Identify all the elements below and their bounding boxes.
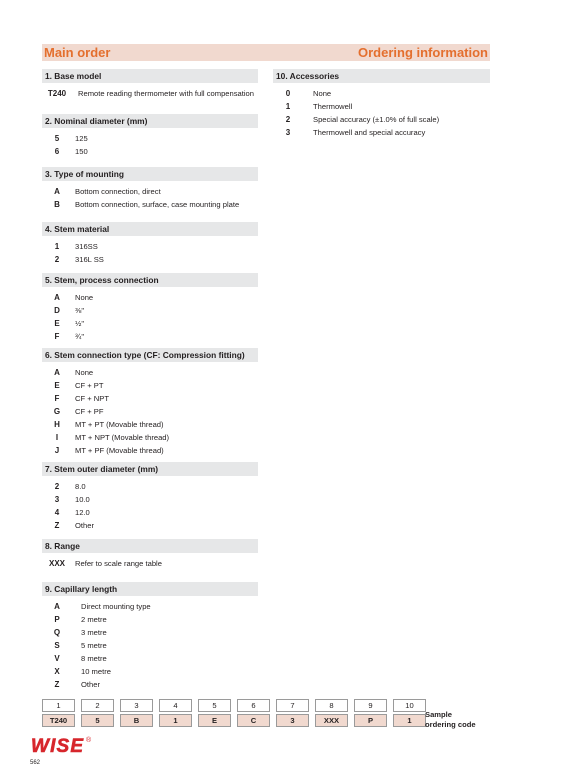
option-description: Remote reading thermometer with full compensation bbox=[78, 89, 255, 98]
option-code: 1 bbox=[285, 102, 291, 111]
option-row bbox=[42, 379, 258, 392]
sample-label-line1: Sample bbox=[425, 710, 453, 719]
section-title: 8. Range bbox=[42, 539, 258, 553]
wise-logo bbox=[30, 734, 100, 763]
option-row bbox=[42, 519, 258, 532]
option-description: 125 bbox=[75, 134, 88, 143]
option-code: 3 bbox=[285, 128, 291, 137]
value-cell: 1 bbox=[393, 714, 426, 727]
option-description: MT + PT (Movable thread) bbox=[75, 420, 164, 429]
option-row bbox=[42, 240, 258, 253]
ordering-information-title: Ordering information bbox=[358, 45, 488, 60]
position-cell: 6 bbox=[237, 699, 270, 712]
section-title: 1. Base model bbox=[42, 69, 258, 83]
option-list bbox=[42, 557, 258, 570]
option-description: 316L SS bbox=[75, 255, 104, 264]
option-description: 150 bbox=[75, 147, 88, 156]
section-range bbox=[42, 539, 258, 570]
option-code: A bbox=[54, 187, 60, 196]
section-title: 3. Type of mounting bbox=[42, 167, 258, 181]
option-row bbox=[42, 330, 258, 343]
value-cell: T240 bbox=[42, 714, 75, 727]
sample-label-line2: ordering code bbox=[425, 720, 476, 729]
option-row bbox=[42, 317, 258, 330]
section-base-model bbox=[42, 69, 258, 100]
option-description: 2 metre bbox=[81, 615, 107, 624]
option-code: A bbox=[54, 368, 60, 377]
option-row bbox=[273, 126, 490, 139]
option-code: Z bbox=[54, 680, 60, 689]
page-number: 562 bbox=[30, 760, 41, 766]
option-code: S bbox=[54, 641, 60, 650]
option-row bbox=[42, 665, 258, 678]
section-connection-type bbox=[42, 348, 258, 457]
option-description: 8.0 bbox=[75, 482, 86, 491]
position-cell: 3 bbox=[120, 699, 153, 712]
option-row bbox=[42, 431, 258, 444]
option-description: MT + NPT (Movable thread) bbox=[75, 433, 170, 442]
option-row bbox=[42, 493, 258, 506]
option-description: Other bbox=[75, 521, 94, 530]
option-code: 5 bbox=[54, 134, 60, 143]
option-code: Z bbox=[54, 521, 60, 530]
option-description: 10 metre bbox=[81, 667, 111, 676]
option-row bbox=[42, 392, 258, 405]
section-title: 4. Stem material bbox=[42, 222, 258, 236]
option-code: Q bbox=[53, 628, 61, 637]
option-code: 2 bbox=[54, 482, 60, 491]
option-code: B bbox=[54, 200, 60, 209]
option-list bbox=[42, 132, 258, 158]
option-row bbox=[273, 100, 490, 113]
option-description: 5 metre bbox=[81, 641, 107, 650]
section-capillary-length bbox=[42, 582, 258, 691]
option-code: F bbox=[54, 394, 60, 403]
position-cell: 10 bbox=[393, 699, 426, 712]
option-row bbox=[42, 405, 258, 418]
section-title: 7. Stem outer diameter (mm) bbox=[42, 462, 258, 476]
option-row bbox=[42, 198, 258, 211]
option-row bbox=[42, 132, 258, 145]
option-row bbox=[42, 366, 258, 379]
logo-registered-mark: ® bbox=[86, 737, 92, 744]
section-process-connection bbox=[42, 273, 258, 343]
option-row bbox=[42, 600, 258, 613]
option-list bbox=[42, 240, 258, 266]
option-row bbox=[42, 418, 258, 431]
option-code: 3 bbox=[54, 495, 60, 504]
value-row bbox=[42, 714, 432, 727]
value-cell: C bbox=[237, 714, 270, 727]
option-row bbox=[42, 480, 258, 493]
option-row bbox=[42, 557, 258, 570]
option-code: 4 bbox=[54, 508, 60, 517]
option-description: 3 metre bbox=[81, 628, 107, 637]
option-code: T240 bbox=[47, 89, 67, 98]
option-list bbox=[273, 87, 490, 139]
value-cell: B bbox=[120, 714, 153, 727]
position-cell: 8 bbox=[315, 699, 348, 712]
option-list bbox=[42, 366, 258, 457]
option-description: ⅜" bbox=[75, 306, 85, 315]
position-cell: 7 bbox=[276, 699, 309, 712]
option-code: 0 bbox=[285, 89, 291, 98]
option-row bbox=[42, 253, 258, 266]
option-description: 10.0 bbox=[75, 495, 90, 504]
value-cell: E bbox=[198, 714, 231, 727]
section-type-of-mounting bbox=[42, 167, 258, 211]
option-code: A bbox=[54, 293, 60, 302]
option-description: Bottom connection, direct bbox=[75, 187, 161, 196]
value-cell: 1 bbox=[159, 714, 192, 727]
option-code: H bbox=[54, 420, 60, 429]
option-code: E bbox=[54, 381, 60, 390]
option-code: X bbox=[54, 667, 60, 676]
option-description: CF + PT bbox=[75, 381, 104, 390]
value-cell: XXX bbox=[315, 714, 348, 727]
option-code: F bbox=[54, 332, 60, 341]
option-row bbox=[42, 506, 258, 519]
option-row bbox=[273, 87, 490, 100]
option-code: G bbox=[53, 407, 61, 416]
option-row bbox=[42, 639, 258, 652]
option-description: None bbox=[75, 368, 94, 377]
option-row bbox=[42, 626, 258, 639]
option-description: None bbox=[75, 293, 94, 302]
option-description: CF + PF bbox=[75, 407, 104, 416]
option-row bbox=[42, 678, 258, 691]
option-code: 1 bbox=[54, 242, 60, 251]
option-description: 316SS bbox=[75, 242, 98, 251]
option-code: P bbox=[54, 615, 60, 624]
option-row bbox=[42, 87, 258, 100]
position-row bbox=[42, 699, 432, 712]
option-code: 2 bbox=[285, 115, 291, 124]
option-description: 12.0 bbox=[75, 508, 90, 517]
section-title: 9. Capillary length bbox=[42, 582, 258, 596]
option-row bbox=[42, 613, 258, 626]
option-list bbox=[42, 291, 258, 343]
option-list bbox=[42, 185, 258, 211]
option-row bbox=[42, 291, 258, 304]
wise-logo-graphic bbox=[30, 734, 100, 758]
option-description: Special accuracy (±1.0% of full scale) bbox=[313, 115, 440, 124]
section-accessories bbox=[273, 69, 490, 139]
value-cell: P bbox=[354, 714, 387, 727]
option-description: ¾" bbox=[75, 332, 85, 341]
sample-ordering-code-table bbox=[42, 699, 432, 727]
option-code: V bbox=[54, 654, 60, 663]
main-order-title: Main order bbox=[44, 45, 111, 60]
option-row bbox=[42, 145, 258, 158]
option-list bbox=[42, 480, 258, 532]
option-description: CF + NPT bbox=[75, 394, 109, 403]
section-title: 2. Nominal diameter (mm) bbox=[42, 114, 258, 128]
option-description: Bottom connection, surface, case mounting plate bbox=[75, 200, 240, 209]
option-row bbox=[42, 444, 258, 457]
option-list bbox=[42, 600, 258, 691]
option-code: XXX bbox=[48, 559, 65, 568]
option-code: J bbox=[54, 446, 60, 455]
section-nominal-diameter bbox=[42, 114, 258, 158]
option-row bbox=[42, 185, 258, 198]
section-title: 5. Stem, process connection bbox=[42, 273, 258, 287]
option-description: None bbox=[313, 89, 332, 98]
position-cell: 2 bbox=[81, 699, 114, 712]
option-description: Thermowell and special accuracy bbox=[313, 128, 426, 137]
value-cell: 3 bbox=[276, 714, 309, 727]
section-title: 10. Accessories bbox=[273, 69, 490, 83]
logo-wordmark: WISE bbox=[31, 736, 83, 757]
option-description: Direct mounting type bbox=[81, 602, 151, 611]
option-list bbox=[42, 87, 258, 100]
option-description: 8 metre bbox=[81, 654, 107, 663]
option-row bbox=[42, 304, 258, 317]
option-description: Other bbox=[81, 680, 100, 689]
option-code: D bbox=[54, 306, 60, 315]
option-code: I bbox=[55, 433, 59, 442]
option-row bbox=[42, 652, 258, 665]
option-description: Thermowell bbox=[313, 102, 353, 111]
option-code: 6 bbox=[54, 147, 60, 156]
option-row bbox=[273, 113, 490, 126]
option-code: 2 bbox=[54, 255, 60, 264]
option-code: A bbox=[54, 602, 60, 611]
sample-ordering-code-label bbox=[425, 710, 476, 730]
option-description: ½" bbox=[75, 319, 85, 328]
position-cell: 5 bbox=[198, 699, 231, 712]
section-outer-diameter bbox=[42, 462, 258, 532]
value-cell: 5 bbox=[81, 714, 114, 727]
position-cell: 4 bbox=[159, 699, 192, 712]
position-cell: 9 bbox=[354, 699, 387, 712]
section-title: 6. Stem connection type (CF: Compression fitting) bbox=[42, 348, 258, 362]
section-stem-material bbox=[42, 222, 258, 266]
option-description: Refer to scale range table bbox=[75, 559, 162, 568]
option-description: MT + PF (Movable thread) bbox=[75, 446, 164, 455]
option-code: E bbox=[54, 319, 60, 328]
position-cell: 1 bbox=[42, 699, 75, 712]
